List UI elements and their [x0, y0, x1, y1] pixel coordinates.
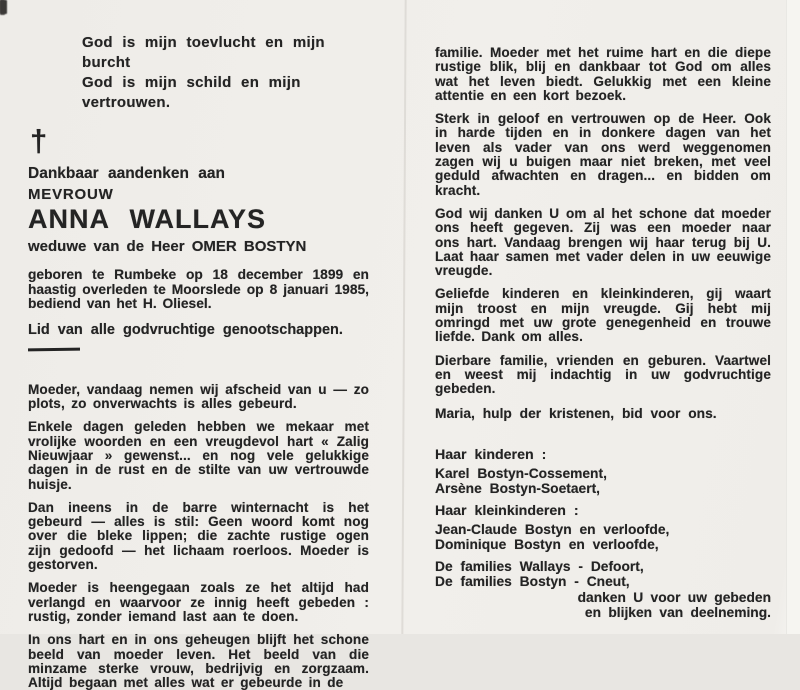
paragraph: Moeder, vandaag nemen wij afscheid van u — zo plots, zo onverwachts is alles gebeurd. — [28, 381, 369, 412]
paragraph: In ons hart en in ons geheugen blijft het schone beeld van moeder leven. Het beeld van die minzame sterke vrouw, bedrijvig en zorgzaam. Altijd begaan met alles wat er gebeurde in de — [28, 632, 369, 690]
epigraph — [82, 33, 369, 113]
grandchildren-heading: Haar kleinkinderen : — [435, 502, 579, 519]
children-heading: Haar kinderen : — [435, 446, 547, 463]
honorific: MEVROUW — [28, 186, 114, 203]
scan-right-edge — [786, 0, 800, 634]
child-name: Arsène Bostyn-Soetaert, — [435, 481, 601, 497]
paragraph: Geliefde kinderen en kleinkinderen, gij waart mijn troost en mijn vreugde. Gij hebt mij omringd met uw grote genegenheid en trouwe liefde. Dank om alles. — [435, 286, 771, 345]
family-name: De families Bostyn - Cneut, — [435, 574, 630, 590]
closing-line: danken U voor uw gebeden — [577, 589, 771, 605]
family-name: De families Wallays - Defoort, — [435, 558, 644, 574]
paragraph: Sterk in geloof en vertrouwen op de Heer. Ook in harde tijden en in donkere dagen van het leven als vader van ons werd weggenomen zagen wij u buigen maar niet breken, met veel geduld afwachten en dragen... en bidden om kracht. — [435, 111, 771, 198]
left-page — [28, 0, 369, 690]
deceased-name: ANNA WALLAYS — [28, 204, 267, 234]
membership-line: Lid van alle godvruchtige genootschappen. — [28, 321, 343, 338]
paragraph: Enkele dagen geleden hebben we mekaar met vrolijke woorden en een vreugdevol hart « Zalig Nieuwjaar » gewenst... en nog vele gelukkige dagen in de rust en de stilte van uw vertrouwde huisje. — [28, 419, 369, 492]
paragraph: Dan ineens in de barre winternacht is het gebeurd — alles is stil: Geen woord komt nog over die bleke lippen; die zachte rustige ogen zijn gedoofd — het lichaam roerloos. Moeder is gestorven. — [28, 499, 369, 573]
page-fold-line — [401, 0, 406, 634]
children-list — [435, 466, 771, 497]
child-name: Karel Bostyn-Cossement, — [435, 465, 607, 481]
epigraph-line: God is mijn schild en mijn vertrouwen. — [82, 74, 301, 111]
scan-edge-smudge — [0, 0, 4, 13]
right-page — [435, 0, 771, 620]
epigraph-line: God is mijn toevlucht en mijn burcht — [82, 34, 325, 71]
widow-line: weduwe van de Heer OMER BOSTYN — [28, 238, 307, 255]
closing-thanks — [435, 590, 771, 620]
grandchildren-list — [435, 522, 771, 553]
grandchild-name: Dominique Bostyn en verloofde, — [435, 537, 659, 553]
memorial-intro: Dankbaar aandenken aan — [28, 165, 225, 182]
divider-rule — [28, 347, 80, 351]
prayer-line: Maria, hulp der kristenen, bid voor ons. — [435, 405, 717, 421]
paragraph: Dierbare familie, vrienden en geburen. Vaartwel en weest mij indachtig in uw godvruchtige gebeden. — [435, 352, 771, 397]
birth-death-line: geboren te Rumbeke op 18 december 1899 en haastig overleden te Moorslede op 8 januari 1985, bediend van het H. Oliesel. — [28, 267, 369, 312]
closing-line: en blijken van deelneming. — [584, 604, 771, 620]
paragraph: familie. Moeder met het ruime hart en die diepe rustige blik, blij en dankbaar tot God om alles wat het leven biedt. Gelukkig met een kleine attentie en een kort bezoek. — [435, 45, 771, 103]
grandchild-name: Jean-Claude Bostyn en verloofde, — [435, 521, 670, 537]
paragraph: God wij danken U om al het schone dat moeder ons heeft gegeven. Zij was een moeder naar ons hart. Vandaag brengen wij haar terug bij U. Laat haar samen met vader delen in uw eeuwige vreugde. — [435, 205, 771, 279]
paragraph: Moeder is heengegaan zoals ze het altijd had verlangd en waarvoor ze innig heeft gebeden : rustig, zonder iemand last aan te doen. — [28, 580, 369, 624]
cross-icon: † — [30, 123, 48, 158]
families-list — [435, 559, 771, 590]
